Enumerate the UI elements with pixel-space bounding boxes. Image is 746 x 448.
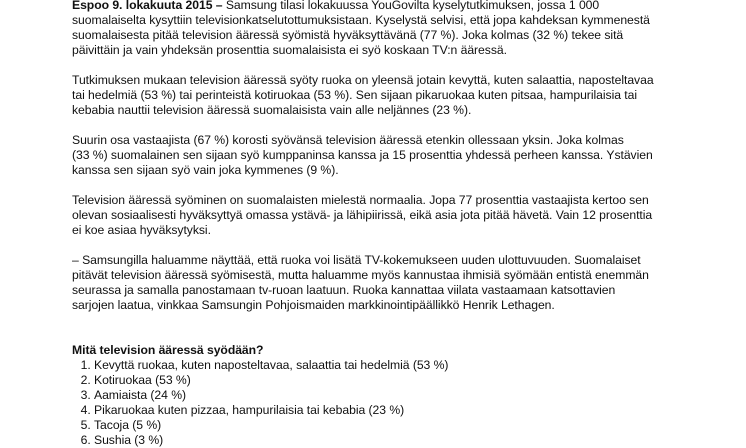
list-item: 4. Pikaruokaa kuten pizzaa, hampurilaisia tai kebabia (23 %) xyxy=(94,403,732,418)
acceptance-line-3: ei koe asiaa hyväksytyksi. xyxy=(72,223,211,237)
food-line-3: kebabia nauttii television ääressä suomalaisista vain alle neljännes (23 %). xyxy=(72,103,472,117)
list-item: 6. Sushia (3 %) xyxy=(94,433,732,448)
list-item: 1. Kevyttä ruokaa, kuten naposteltavaa, salaattia tai hedelmiä (53 %) xyxy=(94,358,732,373)
list-heading: Mitä television ääressä syödään? xyxy=(72,343,264,357)
quote-line-3: seurassa ja samalla panostamaan tv-ruoan laatuun. Ruoka kannattaa viilata vastaamaan katsottavien xyxy=(72,283,616,297)
paragraph-acceptance xyxy=(72,193,732,238)
paragraph-intro xyxy=(72,0,732,58)
company-line-1: Suurin osa vastaajista (67 %) korosti syövänsä television ääressä etenkin ollessaan yksin. Joka kolmas xyxy=(72,133,624,147)
quote-line-1: – Samsungilla haluamme näyttää, että ruoka voi lisätä TV-kokemukseen uuden ulottuvuuden. Suomalaiset xyxy=(72,253,641,267)
quote-line-4: sarjojen laatua, vinkkaa Samsungin Pohjoismaiden markkinointipäällikkö Henrik Lethagen. xyxy=(72,298,555,312)
intro-line-4: päivittäin ja vain yhdeksän prosenttia suomalaisista ei syö koskaan TV:n ääressä. xyxy=(72,43,507,57)
acceptance-line-2: olevan sosiaalisesti hyväksyttyä omassa ystävä- ja lähipiirissä, eikä asia jota pitää hävetä. Vain 12 prosenttia xyxy=(72,208,653,222)
list-item: 2. Kotiruokaa (53 %) xyxy=(94,373,732,388)
food-line-2: tai hedelmiä (53 %) tai perinteistä kotiruokaa (53 %). Sen sijaan pikaruokaa kuten pitsaa, hampurilaisia tai xyxy=(72,88,638,102)
paragraph-quote xyxy=(72,253,732,313)
intro-line-1: Samsung tilasi lokakuussa YouGovilta kyselytutkimuksen, jossa 1 000 xyxy=(222,0,600,12)
company-line-3: kanssa sen sijaan syö vain joka kymmenes (9 %). xyxy=(72,163,339,177)
company-line-2: (33 %) suomalainen sen sijaan syö kumppaninsa kanssa ja 15 prosenttia yhdessä perheen kanssa. Ystävien xyxy=(72,148,653,162)
food-line-1: Tutkimuksen mukaan television ääressä syöty ruoka on yleensä jotain kevyttä, kuten salaattia, naposteltavaa xyxy=(72,73,654,87)
acceptance-line-1: Television ääressä syöminen on suomalaisten mielestä normaalia. Jopa 77 prosenttia vastaajista kertoo sen xyxy=(72,193,649,207)
list-item: 3. Aamiaista (24 %) xyxy=(94,388,732,403)
dateline: Espoo 9. lokakuuta 2015 – xyxy=(72,0,223,12)
list-item: 5. Tacoja (5 %) xyxy=(94,418,732,433)
paragraph-food-types xyxy=(72,73,732,118)
quote-line-2: pitävät television ääressä syömisestä, mutta haluamme myös kannustaa ihmisiä syömään entistä enemmän xyxy=(72,268,649,282)
intro-line-3: suomalaisesta pitää television ääressä syömistä hyväksyttävänä (77 %). Joka kolmas (32 %) tekee sitä xyxy=(72,28,624,42)
paragraph-company xyxy=(72,133,732,178)
food-list xyxy=(72,358,732,448)
press-release xyxy=(72,0,732,448)
intro-line-2: suomalaiselta kysyttiin televisionkatselutottumuksistaan. Kyselystä selvisi, että jopa kahdeksan kymmenestä xyxy=(72,13,650,27)
